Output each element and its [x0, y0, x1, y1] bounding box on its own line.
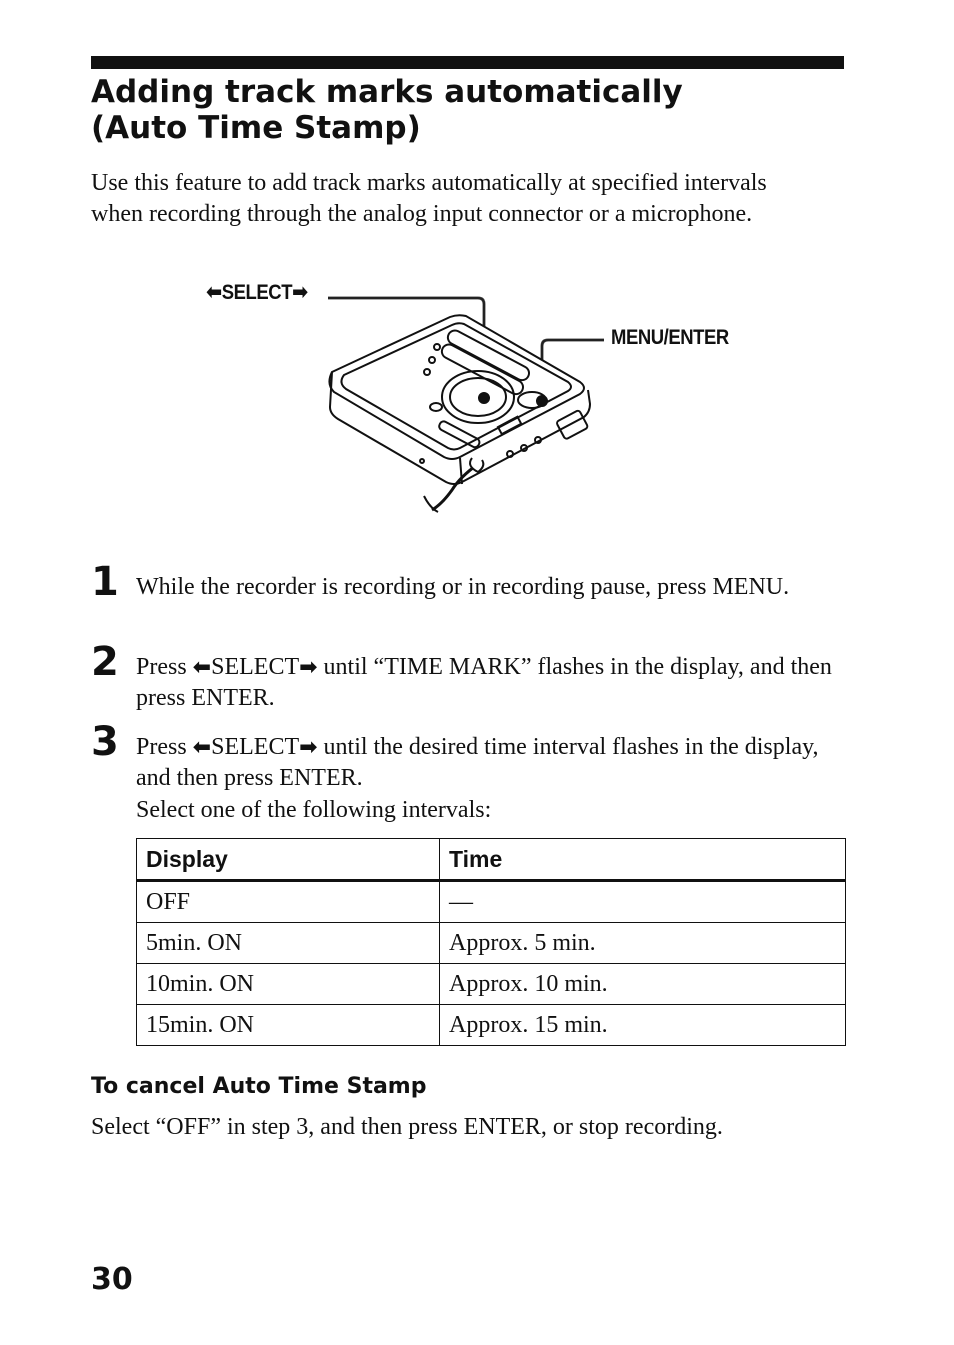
time-cell: —	[440, 881, 846, 923]
column-header-time: Time	[440, 839, 846, 881]
time-cell: Approx. 5 min.	[440, 923, 846, 964]
display-cell: OFF	[137, 881, 440, 923]
interval-note: Select one of the following intervals:	[136, 797, 492, 823]
recorder-illustration	[160, 272, 780, 517]
arrow-right-icon: ➡	[299, 735, 318, 760]
display-cell: 15min. ON	[137, 1005, 440, 1046]
arrow-left-icon: ⬅	[206, 280, 222, 305]
interval-table	[136, 838, 846, 1046]
step-number: 1	[91, 559, 119, 605]
page-title	[91, 74, 851, 146]
table-header-row	[137, 839, 846, 881]
arrow-left-icon: ⬅	[192, 655, 212, 680]
page-number: 30	[91, 1262, 133, 1297]
arrow-left-icon: ⬅	[192, 735, 212, 760]
arrow-right-icon: ➡	[292, 280, 308, 305]
menu-enter-label: MENU/ENTER	[611, 326, 729, 349]
page-title-line1: Adding track marks automatically	[91, 74, 683, 110]
time-cell: Approx. 15 min.	[440, 1005, 846, 1046]
table-row	[137, 964, 846, 1005]
table-row	[137, 881, 846, 923]
select-label-text: SELECT	[221, 281, 293, 304]
step-number: 3	[91, 719, 119, 765]
step-text	[136, 732, 851, 794]
arrow-right-icon: ➡	[299, 655, 318, 680]
table-row	[137, 923, 846, 964]
step-text-pre: Press	[136, 654, 193, 680]
select-button-name: SELECT	[211, 654, 300, 680]
step-text-post: until the desired time interval flashes in the display, and then press ENTER.	[136, 734, 819, 791]
cancel-body: Select “OFF” in step 3, and then press ENTER, or stop recording.	[91, 1114, 723, 1140]
page-title-line2: (Auto Time Stamp)	[91, 110, 421, 146]
time-cell: Approx. 10 min.	[440, 964, 846, 1005]
heading-rule	[91, 56, 844, 69]
step-number: 2	[91, 639, 119, 685]
display-cell: 5min. ON	[137, 923, 440, 964]
step-text: While the recorder is recording or in recording pause, press MENU.	[136, 574, 790, 600]
step-text	[136, 652, 851, 714]
display-cell: 10min. ON	[137, 964, 440, 1005]
select-label	[206, 280, 308, 305]
step-text-pre: Press	[136, 734, 193, 760]
step-text-post: until “TIME MARK” flashes in the display, and then press ENTER.	[136, 654, 832, 711]
table-row	[137, 1005, 846, 1046]
cancel-heading: To cancel Auto Time Stamp	[91, 1074, 427, 1099]
intro-paragraph: Use this feature to add track marks automatically at specified intervals when recording through the analog input connector or a microphone.	[91, 170, 767, 227]
select-button-name: SELECT	[211, 734, 300, 760]
column-header-display: Display	[137, 839, 440, 881]
